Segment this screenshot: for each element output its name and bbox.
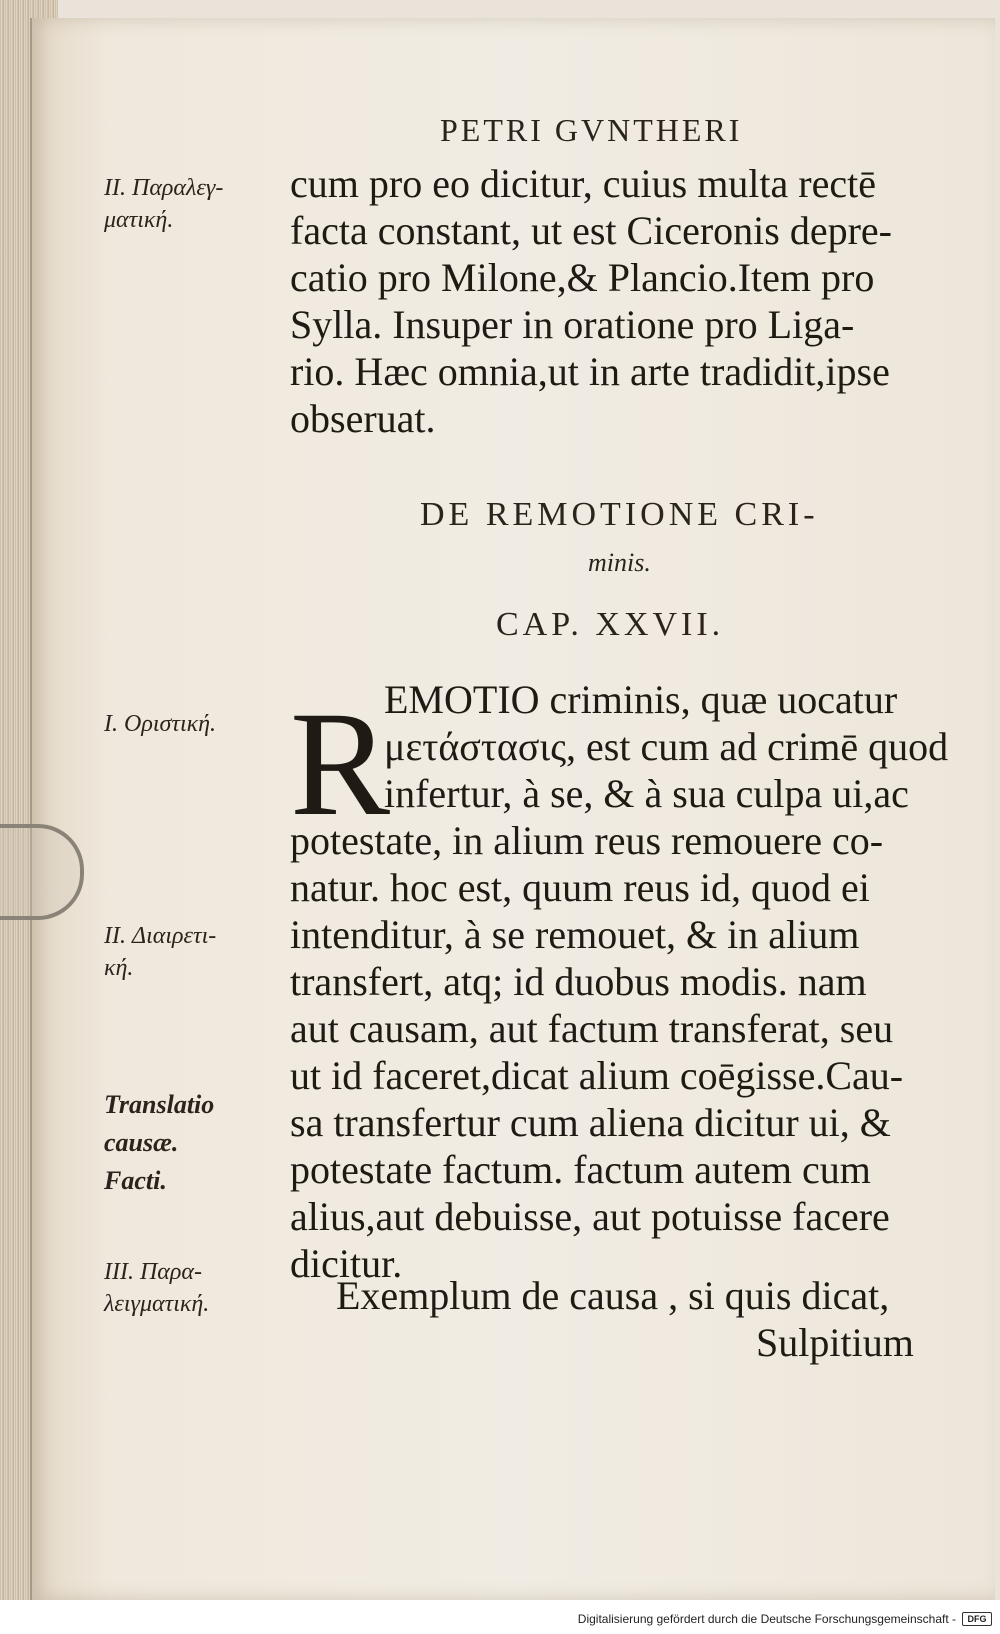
catchword: Sulpitium [756,1320,914,1365]
credit-text: Digitalisierung gefördert durch die Deutsche Forschungsgemeinschaft - [577,1612,956,1626]
margin-note-5: III. Παρα- λειγματική. [104,1259,210,1317]
running-head: PETRI GVNTHERI [440,112,743,148]
margin-note-1: II. Παραλεγ- ματική. [104,175,224,233]
dfg-logo-icon: DFG [962,1612,992,1626]
paragraph-main-first: EMOTIO criminis, quæ uocatur μετάστασις, est cum ad crimē quod infertur, à se, & à sua culpa ui,ac [384,677,949,816]
paragraph-main-rest: potestate, in alium reus remouere co- natur. hoc est, quum reus id, quod ei intenditur, à se remouet, & in alium transfert, atq; id duobus modis. nam aut causam, aut factum transferat, seu ut id faceret,dicat alium coēgisse.Cau- sa transfertur cum aliena dicitur ui, & potestate factum. factum autem cum alius,aut debuisse, aut potuisse facere dicitur. [290,818,904,1286]
section-heading: DE REMOTIONE CRI- [420,496,819,533]
chapter-heading: CAP. XXVII. [496,606,725,643]
drop-cap: R [290,681,391,847]
margin-note-4: Translatio causæ. Facti. [104,1090,215,1195]
paragraph-example: Exemplum de causa , si quis dicat, [336,1273,890,1318]
digitization-credit [578,1612,992,1626]
margin-note-3: II. Διαιρετι- κή. [104,923,217,981]
bookmark-ribbon [0,824,84,920]
paragraph-top: cum pro eo dicitur, cuius multa rectē facta constant, ut est Ciceronis depre- catio pro Milone,& Plancio.Item pro Sylla. Insuper in oratione pro Liga- rio. Hæc omnia,ut in arte tradidit,ipse obseruat. [290,161,892,441]
margin-note-2: I. Οριστική. [104,711,217,737]
section-heading-cont: minis. [588,548,651,577]
